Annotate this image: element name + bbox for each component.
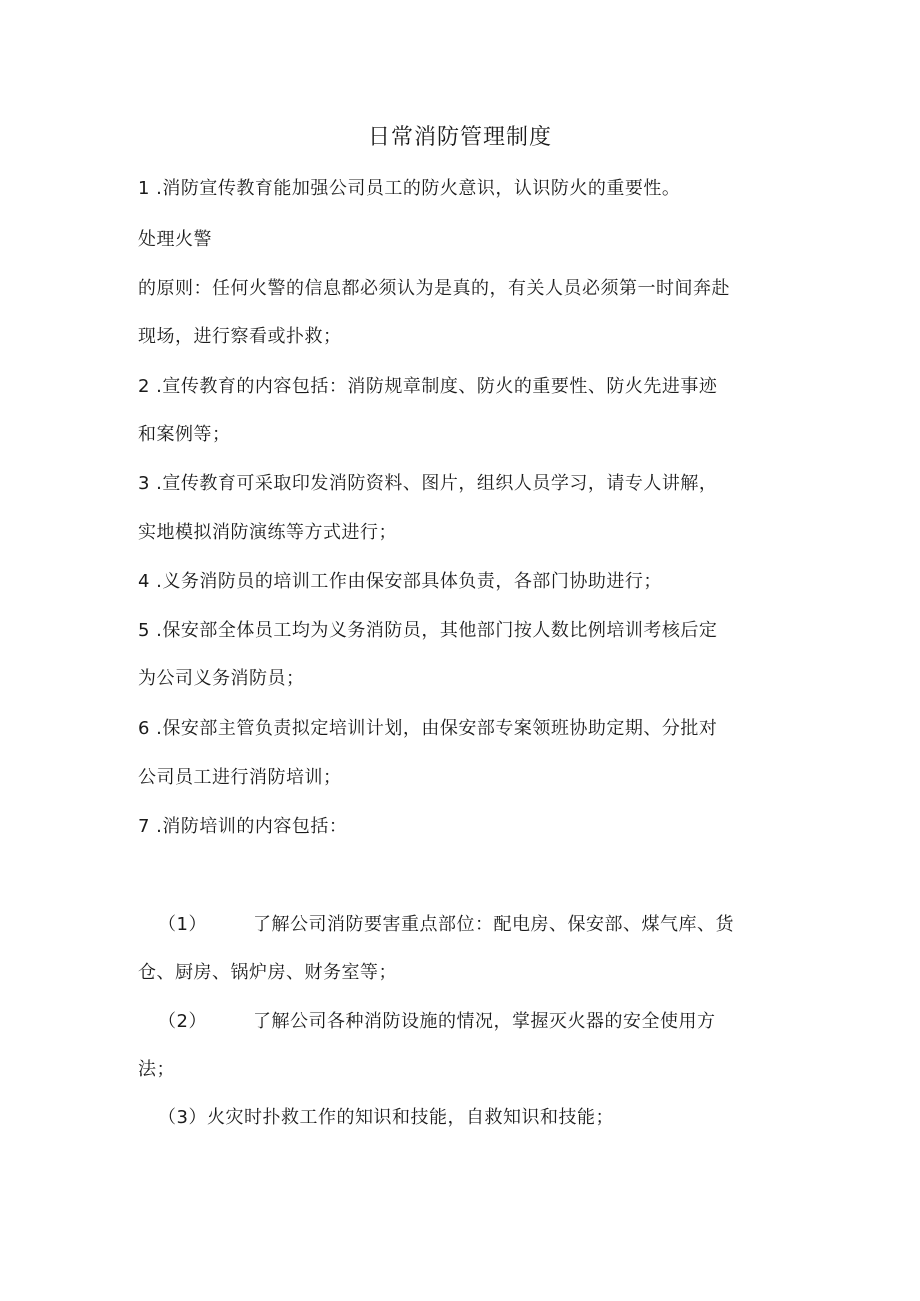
paragraph-line: 为公司义务消防员； [138, 668, 305, 689]
paragraph-line: 现场，进行察看或扑救； [138, 326, 342, 347]
list-item-continuation: 法； [138, 1059, 175, 1080]
list-item-text: 了解公司消防要害重点部位：配电房、保安部、煤气库、货 [253, 914, 734, 935]
list-item-label: （1） [158, 914, 207, 935]
document-title: 日常消防管理制度 [367, 125, 552, 150]
paragraph-line: 4 .义务消防员的培训工作由保安部具体负责，各部门协助进行； [138, 571, 662, 592]
paragraph-line: 3 .宣传教育可采取印发消防资料、图片，组织人员学习，请专人讲解， [138, 473, 718, 494]
paragraph-line: 5 .保安部全体员工均为义务消防员，其他部门按人数比例培训考核后定 [138, 620, 718, 641]
paragraph-line: 2 .宣传教育的内容包括：消防规章制度、防火的重要性、防火先进事迹 [138, 376, 718, 397]
list-item-text: 火灾时扑救工作的知识和技能，自救知识和技能； [206, 1107, 614, 1128]
list-item-continuation: 仓、厨房、锅炉房、财务室等； [138, 962, 397, 983]
paragraph-line: 公司员工进行消防培训； [138, 767, 342, 788]
list-item [158, 1007, 716, 1033]
paragraph-line: 的原则：任何火警的信息都必须认为是真的，有关人员必须第一时间奔赴 [138, 278, 730, 299]
paragraph-line: 6 .保安部主管负责拟定培训计划，由保安部专案领班协助定期、分批对 [138, 718, 718, 739]
list-item-text: 了解公司各种消防设施的情况，掌握灭火器的安全使用方 [253, 1011, 716, 1032]
list-item-label: （2） [158, 1011, 207, 1032]
list-item [158, 910, 734, 936]
list-item-label: （3） [158, 1107, 207, 1128]
paragraph-line: 7 .消防培训的内容包括： [138, 816, 348, 837]
paragraph-line: 实地模拟消防演练等方式进行； [138, 522, 397, 543]
paragraph-line: 处理火警 [138, 229, 212, 250]
paragraph-line: 和案例等； [138, 424, 231, 445]
list-item [158, 1103, 614, 1129]
paragraph-line: 1 .消防宣传教育能加强公司员工的防火意识，认识防火的重要性。 [138, 178, 681, 199]
